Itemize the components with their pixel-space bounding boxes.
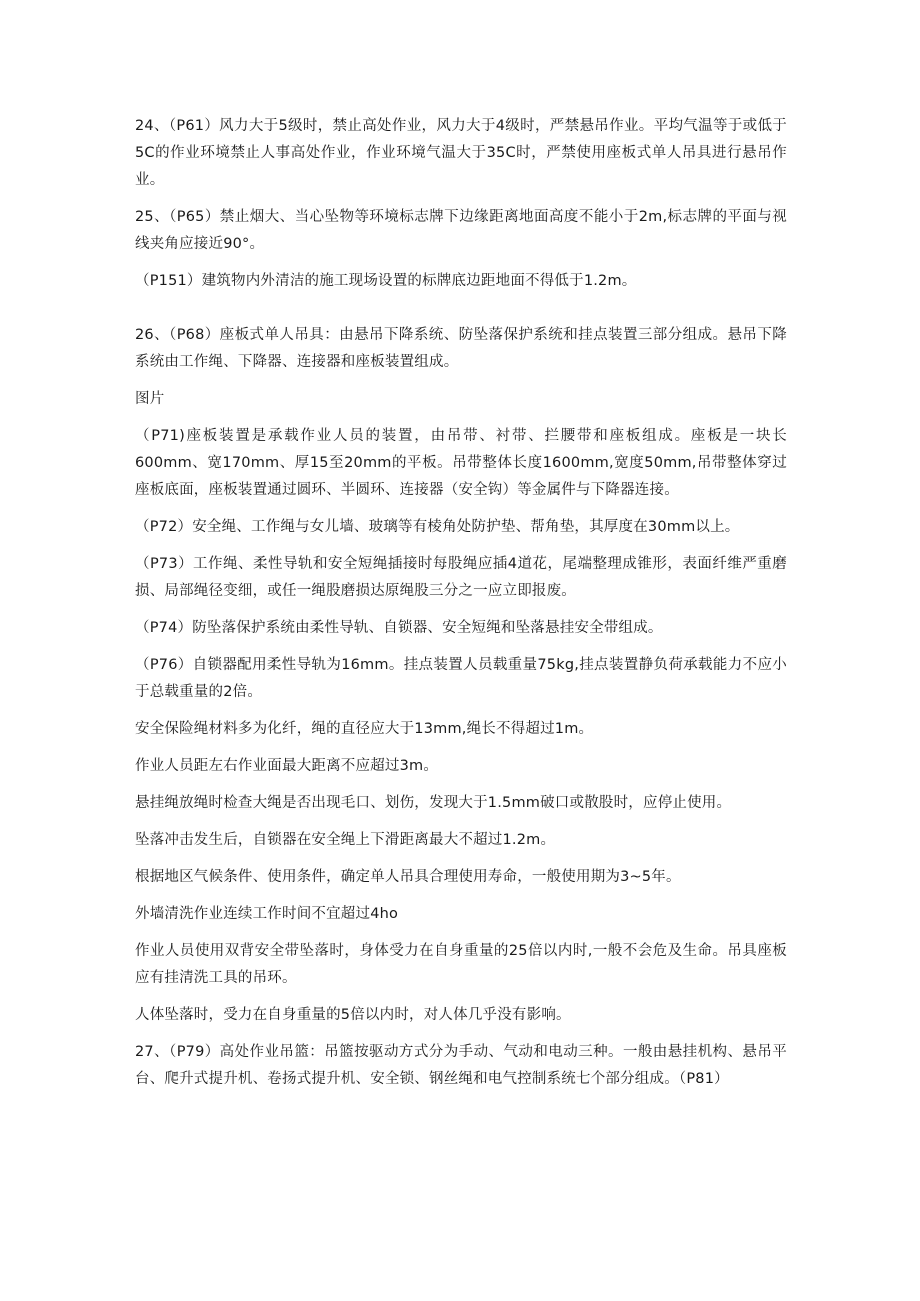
paragraph-p151: （P151）建筑物内外清洁的施工现场设置的标牌底边距地面不得低于1.2m。 [135,273,637,289]
paragraph-p72: （P72）安全绳、工作绳与女儿墙、玻璃等有棱角处防护垫、帮角垫，其厚度在30mm以上。 [135,519,740,535]
paragraph-double-harness: 作业人员使用双背安全带坠落时，身体受力在自身重量的25倍以内时,一般不会危及生命。吊具座板应有挂清洗工具的吊环。 [135,943,787,986]
paragraph-rope-check: 悬挂绳放绳时检查大绳是否出现毛口、划伤，发现大于1.5mm破口或散股时，应停止使用。 [135,795,732,811]
paragraph-max-distance: 作业人员距左右作业面最大距离不应超过3m。 [135,758,439,774]
paragraph-fall-impact: 坠落冲击发生后，自锁器在安全绳上下滑距离最大不超过1.2m。 [135,832,556,848]
paragraph-body-fall: 人体坠落时，受力在自身重量的5倍以内时，对人体几乎没有影响。 [135,1007,571,1023]
document-page [135,113,787,1093]
paragraph-26: 26、（P68）座板式单人吊具：由悬吊下降系统、防坠落保护系统和挂点装置三部分组成。悬吊下降系统由工作绳、下降器、连接器和座板装置组成。 [135,327,787,370]
paragraph-p71: （P71)座板装置是承载作业人员的装置，由吊带、衬带、拦腰带和座板组成。座板是一块长600mm、宽170mm、厚15至20mm的平板。吊带整体长度1600mm,宽度50mm,吊带整体穿过座板底面，座板装置通过圆环、半圆环、连接器（安全钩）等金属件与下降器连接。 [135,428,787,498]
paragraph-service-life: 根据地区气候条件、使用条件，确定单人吊具合理使用寿命，一般使用期为3~5年。 [135,869,681,885]
paragraph-25: 25、（P65）禁止烟大、当心坠物等环境标志牌下边缘距离地面高度不能小于2m,标志牌的平面与视线夹角应接近90°。 [135,209,787,252]
paragraph-24: 24、（P61）风力大于5级时，禁止高处作业，风力大于4级时，严禁悬吊作业。平均气温等于或低于5C的作业环境禁止人事高处作业，作业环境气温大于35C时，严禁使用座板式单人吊具进行悬吊作业。 [135,118,787,188]
paragraph-safety-rope: 安全保险绳材料多为化纤，绳的直径应大于13mm,绳长不得超过1m。 [135,721,594,737]
paragraph-p73: （P73）工作绳、柔性导轨和安全短绳插接时每股绳应插4道花，尾端整理成锥形，表面纤维严重磨损、局部绳径变细，或任一绳股磨损达原绳股三分之一应立即报废。 [135,556,787,599]
paragraph-work-time: 外墙清洗作业连续工作时间不宜超过4ho [135,906,399,922]
paragraph-27: 27、（P79）高处作业吊篮：吊篮按驱动方式分为手动、气动和电动三种。一般由悬挂机构、悬吊平台、爬升式提升机、卷扬式提升机、安全锁、钢丝绳和电气控制系统七个部分组成。（P81） [135,1044,787,1087]
paragraph-p74: （P74）防坠落保护系统由柔性导轨、自锁器、安全短绳和坠落悬挂安全带组成。 [135,620,663,636]
image-placeholder-label: 图片 [135,391,165,407]
paragraph-p76: （P76）自锁器配用柔性导轨为16mm。挂点装置人员载重量75kg,挂点装置静负荷承载能力不应小于总载重量的2倍。 [135,657,787,700]
blank-line [135,295,787,322]
